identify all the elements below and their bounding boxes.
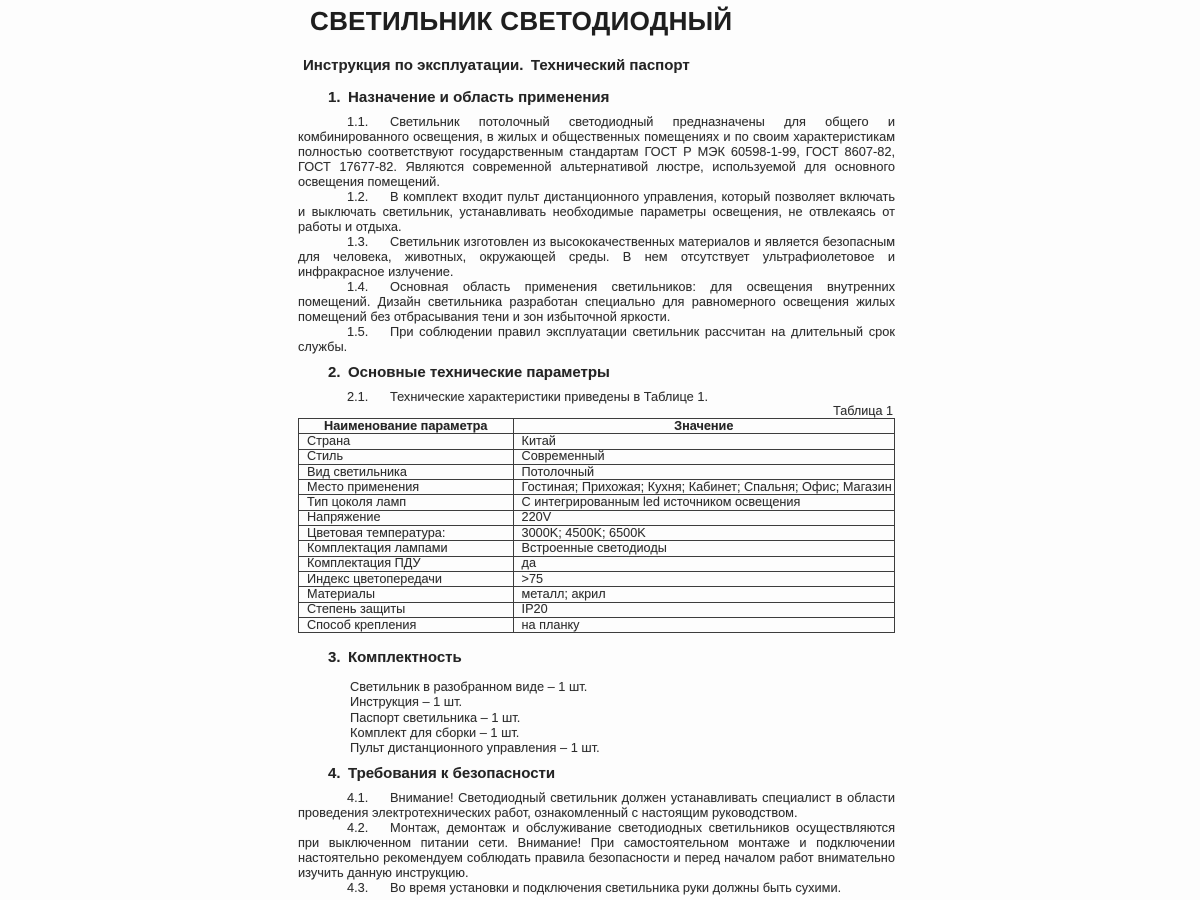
section-2-heading — [298, 364, 895, 381]
table-row — [299, 449, 895, 464]
param-cell: Способ крепления — [299, 617, 514, 632]
paragraph-number: 2.1. — [347, 389, 369, 404]
paragraph-number: 1.4. — [347, 279, 369, 294]
param-cell: Цветовая температура: — [299, 526, 514, 541]
list-item: Паспорт светильника – 1 шт. — [350, 709, 521, 725]
paragraph — [298, 820, 895, 880]
value-cell: 220V — [513, 510, 894, 525]
paragraph — [298, 324, 895, 354]
section-2-body — [298, 389, 895, 404]
value-cell: 3000K; 4500K; 6500K — [513, 526, 894, 541]
paragraph — [298, 880, 895, 895]
table-row — [299, 587, 895, 602]
table-row — [299, 526, 895, 541]
paragraph-number: 1.3. — [347, 234, 369, 249]
paragraph-number: 1.1. — [347, 114, 369, 129]
document-page — [298, 0, 895, 895]
param-cell: Материалы — [299, 587, 514, 602]
paragraph-text: Светильник изготовлен из высококачественных материалов и является безопасным для человека, животных, окружающей среды. В нем отсутствует ультрафиолетовое и инфракрасное излучение. — [298, 234, 895, 279]
section-3-heading — [298, 649, 895, 666]
param-cell: Комплектация ПДУ — [299, 556, 514, 571]
doc-subtitle: Инструкция по эксплуатации. Технический паспорт — [303, 57, 690, 74]
value-cell: да — [513, 556, 894, 571]
list-item: Инструкция – 1 шт. — [350, 694, 463, 710]
table-caption: Таблица 1 — [833, 404, 893, 418]
table-row — [299, 464, 895, 479]
param-cell: Место применения — [299, 480, 514, 495]
param-cell: Вид светильника — [299, 464, 514, 479]
value-cell: IP20 — [513, 602, 894, 617]
section-number: 3. — [328, 649, 341, 667]
section-number: 2. — [328, 364, 341, 381]
table-row — [299, 480, 895, 495]
table-row — [299, 495, 895, 510]
table-row — [299, 571, 895, 586]
section-1-body — [298, 114, 895, 354]
section-1-heading — [298, 89, 895, 106]
paragraph-text: Технические характеристики приведены в Таблице 1. — [390, 389, 709, 404]
paragraph — [298, 279, 895, 324]
value-cell: на планку — [513, 617, 894, 632]
paragraph-text: Во время установки и подключения светильника руки должны быть сухими. — [390, 880, 842, 896]
section-title: Комплектность — [348, 649, 462, 667]
table-header-parameter: Наименование параметра — [299, 419, 514, 434]
param-cell: Тип цоколя ламп — [299, 495, 514, 510]
value-cell: >75 — [513, 571, 894, 586]
list-item: Комплект для сборки – 1 шт. — [350, 724, 520, 740]
value-cell: Китай — [513, 434, 894, 449]
table-row — [299, 434, 895, 449]
paragraph-number: 1.5. — [347, 324, 369, 339]
value-cell: Современный — [513, 449, 894, 464]
kit-contents-list — [298, 679, 895, 755]
paragraph-number: 4.3. — [347, 880, 369, 896]
table-row — [299, 556, 895, 571]
param-cell: Степень защиты — [299, 602, 514, 617]
table-header-value: Значение — [513, 419, 894, 434]
paragraph-text: Монтаж, демонтаж и обслуживание светодиодных светильников осуществляются при выключенном питании сети. Внимание! При самостоятельном монтаже и подключении настоятельно рекомендуем соблюдать правила безопасности и перед началом работ внимательно изучить данную инструкцию. — [298, 820, 895, 881]
param-cell: Стиль — [299, 449, 514, 464]
paragraph-text: Светильник потолочный светодиодный предназначены для общего и комбинированного освещения, в жилых и общественных помещениях и по своим характеристикам полностью соответствуют государственным стандартам ГОСТ Р МЭК 60598-1-99, ГОСТ 8607-82, ГОСТ 17677-82. Являются современной альтернативой люстре, используемой для основного освещения помещений. — [298, 114, 895, 189]
paragraph-number: 4.1. — [347, 790, 369, 806]
value-cell: металл; акрил — [513, 587, 894, 602]
paragraph — [298, 189, 895, 234]
table-header-row — [299, 419, 895, 434]
param-cell: Индекс цветопередачи — [299, 571, 514, 586]
section-4-heading — [298, 765, 895, 782]
table-row — [299, 541, 895, 556]
list-item: Светильник в разобранном виде – 1 шт. — [350, 679, 588, 695]
paragraph-number: 4.2. — [347, 820, 369, 836]
table-row — [299, 617, 895, 632]
param-cell: Страна — [299, 434, 514, 449]
value-cell: Потолочный — [513, 464, 894, 479]
section-4-body — [298, 790, 895, 895]
paragraph-text: Внимание! Светодиодный светильник должен устанавливать специалист в области проведения электротехнических работ, ознакомленный с настоящим руководством. — [298, 790, 895, 821]
param-cell: Комплектация лампами — [299, 541, 514, 556]
paragraph — [298, 114, 895, 189]
paragraph-text: При соблюдении правил эксплуатации светильник рассчитан на длительный срок службы. — [298, 324, 895, 354]
paragraph-number: 1.2. — [347, 189, 369, 204]
section-title: Назначение и область применения — [348, 89, 610, 106]
param-cell: Напряжение — [299, 510, 514, 525]
section-title: Требования к безопасности — [348, 765, 556, 783]
value-cell: С интегрированным led источником освещения — [513, 495, 894, 510]
section-number: 1. — [328, 89, 341, 106]
table-row — [299, 510, 895, 525]
value-cell: Гостиная; Прихожая; Кухня; Кабинет; Спальня; Офис; Магазин — [513, 480, 894, 495]
paragraph-text: Основная область применения светильников: для освещения внутренних помещений. Дизайн светильника разработан специально для равномерного освещения жилых помещений без отбрасывания тени и зон избыточной яркости. — [298, 279, 895, 324]
page-title: СВЕТИЛЬНИК СВЕТОДИОДНЫЙ — [310, 6, 733, 36]
paragraph-text: В комплект входит пульт дистанционного управления, который позволяет включать и выключать светильник, устанавливать необходимые параметры освещения, не отвлекаясь от работы и отдыха. — [298, 189, 895, 234]
value-cell: Встроенные светодиоды — [513, 541, 894, 556]
paragraph — [298, 389, 895, 404]
section-title: Основные технические параметры — [348, 364, 610, 381]
list-item: Пульт дистанционного управления – 1 шт. — [350, 739, 600, 755]
paragraph — [298, 234, 895, 279]
table-row — [299, 602, 895, 617]
section-number: 4. — [328, 765, 341, 783]
spec-table — [298, 418, 895, 633]
paragraph — [298, 790, 895, 820]
